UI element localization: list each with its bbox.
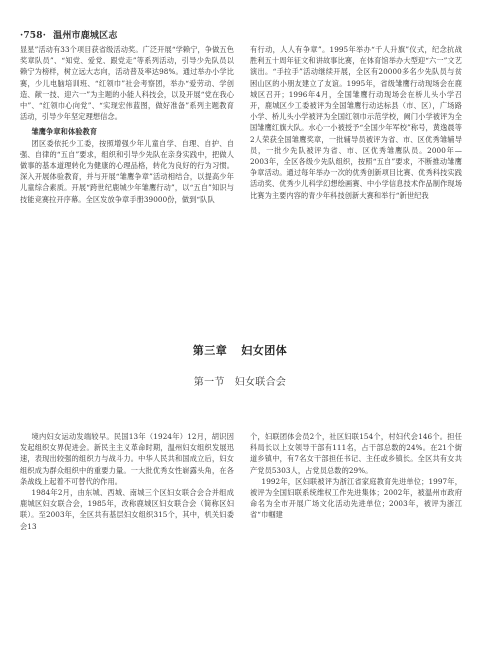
- paragraph: 1992年，区妇联被评为浙江省家庭教育先进单位；1997年，被评为全国妇联系统维权工作先进集体；2002年，被温州市政府命名为全市开展广场文化活动先进单位；2003年，被评为浙江省“巾帼建: [250, 476, 462, 520]
- paragraph: 1984年2月，由东城、西城、南城三个区妇女联合会合并组成鹿城区妇女联合会，1985年，改称鹿城区妇女联合会（简称区妇联）。至2003年，全区共有基层妇女组织315个，其中，机关妇委会13: [20, 488, 234, 531]
- chapter-label: 第三章: [192, 344, 228, 357]
- section-label: 第一节: [193, 377, 225, 388]
- top-left-column: [20, 44, 234, 205]
- paragraph: 显星”活动有33个项目获省级活动奖。广泛开展“学赖宁，争做五色奖章队员”、“知党、爱党、跟党走”等系列活动，引导少先队员以赖宁为榜样，树立远大志向，活动普及率达98%。通过举办小学比赛，少儿电脑培训班、“红领巾”社会考察团，举办“爱劳动、学创造、献一技、迎六一”为主题的小能人科技会，以及开展“党在我心中”、“红领巾心向党”、“实现宏伟蓝图，做好准备”系列主题教育活动，引导少年坚定理想信念。: [20, 45, 234, 122]
- section-title: 妇女联合会: [234, 377, 287, 388]
- paragraph: 团区委依托少工委，按照增强少年儿童自学、自理、自护、自强、自律的“五自”要求，组织和引导少先队在亲身实践中，把做人做事的基本道理转化为健康的心理品格，转化为良好的行为习惯。深入开展体验教育，并与开展“雏鹰争章”活动相结合，以提高少年儿童综合素质。开展“跨世纪鹿城少年雏鹰行动”，以“五自”知识与技能竞赛拉开序幕。全区发放争章手册39000份，做到“队队: [20, 138, 234, 204]
- paragraph: 境内妇女运动发端较早。民国13年（1924年）12月，胡识因发起组织女界促进会。新民主主义革命时期，温州妇女组织发展迅速，表现出较强的组织力与战斗力。中华人民共和国成立后，妇女组织成为群众组织中的重要力量。一大批优秀女性崭露头角，在各条战线上起着不可替代的作用。: [20, 432, 234, 486]
- page-number: ·758·: [20, 31, 47, 41]
- bottom-left-column: [20, 431, 234, 532]
- chapter-title: 妇女团体: [241, 344, 288, 357]
- paragraph: 个，妇联团体会员2个，社区妇联154个，村妇代会146个。担任科局长以上女领导干部有111名，占干部总数的24%。在21个街道乡镇中，有7名女干部担任书记、主任或乡镇长。全区共有女共产党员5303人，占党员总数的29%。: [250, 432, 462, 475]
- subheading: 雏鹰争章和体验教育: [31, 127, 98, 137]
- running-header: [20, 28, 118, 41]
- paragraph: 有行动，人人有争章”。1995年举办“千人升旗”仪式，纪念抗战胜利五十周年征文和讲故事比赛，在体育馆举办大型迎“六一”文艺演出。“手拉手”活动继续开展，全区有20000多名少先队员与贫困山区的小朋友建立了友谊。1995年，省级雏鹰行动现场会在鹿城区召开；1996年4月，全国雏鹰行动现场会在桥儿头小学召开，鹿城区少工委被评为全国雏鹰行动达标县（市、区），广场路小学、桥儿头小学被评为全国红领巾示范学校，阙门小学被评为全国雏鹰红旗大队。水心一小被授予“全国少年军校”称号，黄逸晨等2人荣获全国雏鹰奖章，一批辅导员被评为省、市、区优秀雏辅导员，一批少先队被评为省、市、区优秀雏鹰队员。2000年—2003年，全区各级少先队组织，按照“五自”要求，不断推动雏鹰争章活动。通过每年举办一次的优秀创新项目比赛、优秀科技实践活动奖、优秀少儿科学幻想绘画赛、中小学信息技术作品制作现场比赛为主要内容的青少年科技创新大赛和举行“新世纪我: [250, 45, 462, 200]
- book-title: 温州市鹿城区志: [53, 31, 118, 41]
- section-heading: [0, 373, 480, 388]
- chapter-heading: [0, 342, 480, 358]
- bottom-right-column: [250, 431, 462, 521]
- top-right-column: [250, 44, 462, 201]
